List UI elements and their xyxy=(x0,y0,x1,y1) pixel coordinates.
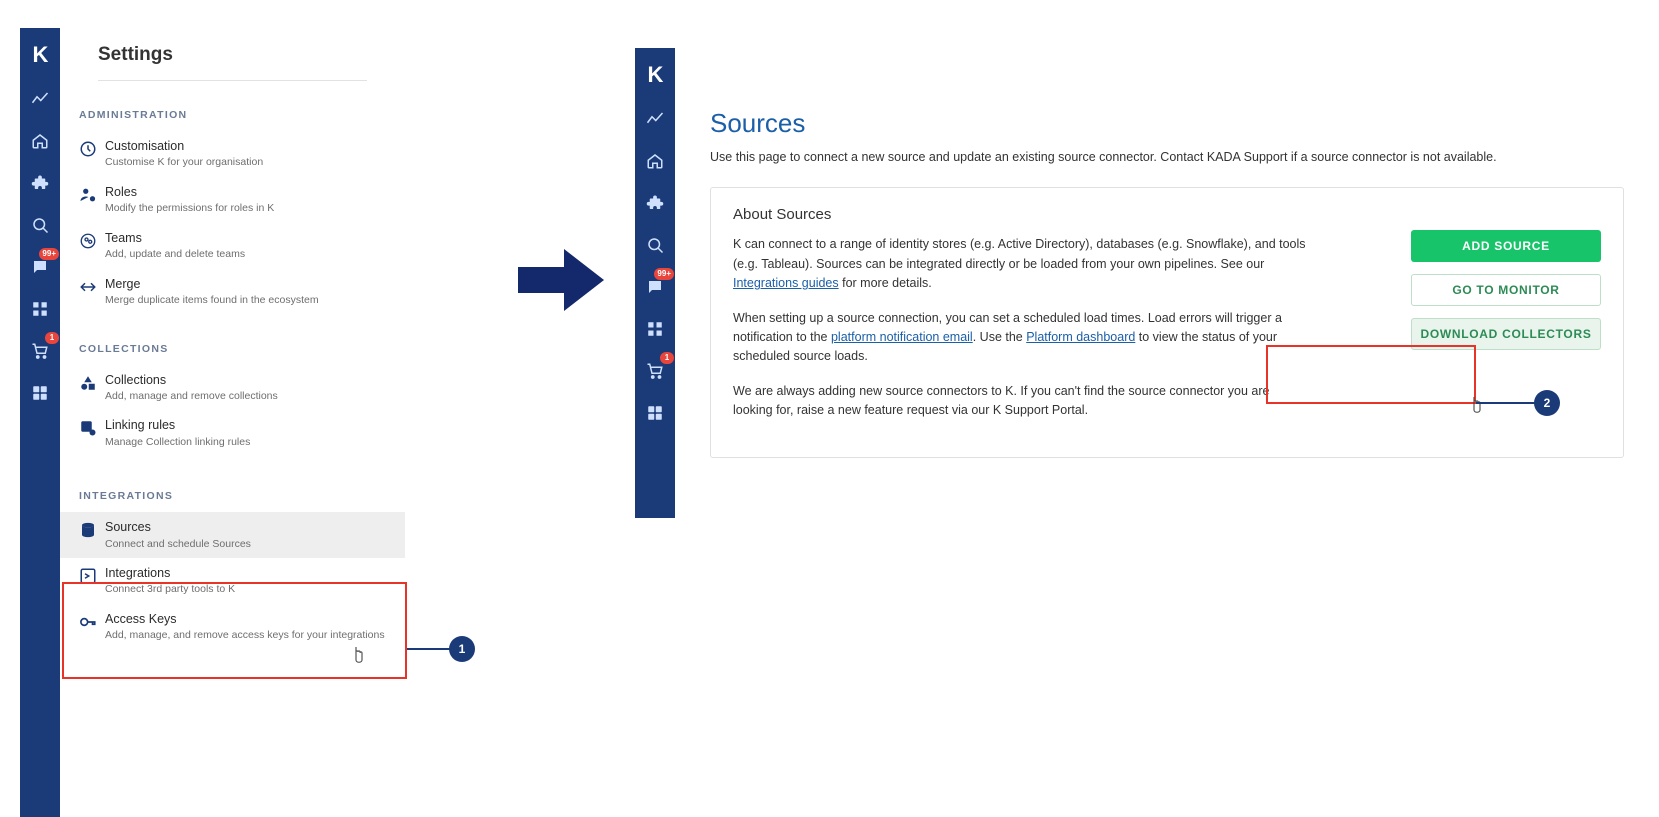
sidebar-item-sublabel: Manage Collection linking rules xyxy=(105,435,251,448)
sidebar-item-integrations[interactable] xyxy=(60,558,405,604)
settings-panel xyxy=(60,28,405,817)
sidebar-item-sublabel: Add, manage and remove collections xyxy=(105,389,278,402)
chat-icon[interactable] xyxy=(640,269,671,302)
section-header-collections: COLLECTIONS xyxy=(79,342,169,355)
sidebar-item-linking-rules[interactable] xyxy=(60,410,405,456)
sitemap-icon[interactable] xyxy=(25,294,55,324)
about-paragraph-2 xyxy=(733,309,1308,367)
home-icon[interactable] xyxy=(640,146,670,176)
callout-2: 2 xyxy=(1534,390,1560,416)
integration-icon xyxy=(79,565,105,585)
kada-logo[interactable]: K xyxy=(32,42,48,67)
sidebar-item-label: Roles xyxy=(105,184,137,199)
callout-2-leader xyxy=(1476,402,1536,404)
shapes-icon xyxy=(79,372,105,392)
action-button-column xyxy=(1411,230,1601,350)
sidebar-item-label: Teams xyxy=(105,230,142,245)
cart-badge: 1 xyxy=(45,332,59,344)
sidebar-item-label: Sources xyxy=(105,520,151,535)
sidebar-item-roles[interactable] xyxy=(60,177,405,223)
sidebar-item-sublabel: Add, update and delete teams xyxy=(105,248,246,261)
sidebar-item-teams[interactable] xyxy=(60,223,405,269)
search-icon[interactable] xyxy=(25,210,55,240)
callout-1: 1 xyxy=(449,636,475,662)
mouse-cursor-right xyxy=(1470,395,1486,420)
section-header-integrations: INTEGRATIONS xyxy=(79,490,174,503)
home-icon[interactable] xyxy=(25,126,55,156)
sidebar-item-label: Collections xyxy=(105,372,167,387)
about-sources-body xyxy=(733,235,1308,420)
cart-badge: 1 xyxy=(660,352,674,364)
sidebar-item-sublabel: Add, manage, and remove access keys for your integrations xyxy=(105,629,385,642)
puzzle-icon[interactable] xyxy=(640,188,670,218)
sidebar-item-label: Merge xyxy=(105,276,141,291)
section-header-administration: ADMINISTRATION xyxy=(79,109,188,121)
sidebar-item-sources[interactable] xyxy=(60,512,405,558)
people-icon xyxy=(79,230,105,250)
search-icon[interactable] xyxy=(640,230,670,260)
chat-badge: 99+ xyxy=(654,268,674,280)
sidebar-item-sublabel: Modify the permissions for roles in K xyxy=(105,202,275,215)
flow-arrow-icon xyxy=(518,245,606,320)
merge-icon xyxy=(79,276,105,296)
about-sources-title: About Sources xyxy=(733,206,832,224)
sources-panel xyxy=(675,48,1659,518)
go-to-monitor-button[interactable]: GO TO MONITOR xyxy=(1411,274,1601,306)
about-p1-text-a: K can connect to a range of identity stores (e.g. Active Directory), databases (e.g. Snowflake), and tools (e.g. Tableau). Sources can be integrated directly or be loaded from your own pipelines. See our xyxy=(733,237,1306,271)
trend-icon[interactable] xyxy=(25,84,55,114)
sidebar-item-sublabel: Connect and schedule Sources xyxy=(105,537,251,550)
database-icon xyxy=(79,519,105,539)
about-paragraph-3: We are always adding new source connectors to K. If you can't find the source connector you are looking for, raise a new feature request via our K Support Portal. xyxy=(733,383,1270,417)
kada-logo[interactable]: K xyxy=(647,62,663,87)
sitemap-icon[interactable] xyxy=(640,314,670,344)
link-rules-icon xyxy=(79,417,105,437)
about-p2-text-a: When setting up a source connection, you can set a scheduled load times. Load errors will trigger a notification to the xyxy=(733,310,1282,344)
platform-notification-email-link[interactable]: platform notification email xyxy=(830,329,973,344)
callout-1-leader xyxy=(407,648,450,650)
mouse-cursor-left xyxy=(352,645,368,670)
chat-badge: 99+ xyxy=(39,248,59,260)
about-paragraph-1 xyxy=(733,235,1308,293)
page-title: Settings xyxy=(98,28,367,81)
about-p2-text-b: . Use the xyxy=(972,329,1027,344)
sidebar-item-label: Integrations xyxy=(105,566,171,581)
sidebar-item-merge[interactable] xyxy=(60,269,405,315)
apps-icon[interactable] xyxy=(25,378,55,408)
trend-icon[interactable] xyxy=(640,104,670,134)
sidebar-item-sublabel: Merge duplicate items found in the ecosystem xyxy=(105,293,319,306)
wrench-icon xyxy=(79,138,105,158)
right-nav-rail xyxy=(635,48,675,518)
sidebar-item-collections[interactable] xyxy=(60,365,405,411)
sidebar-item-label: Linking rules xyxy=(105,418,176,433)
download-collectors-button[interactable]: DOWNLOAD COLLECTORS xyxy=(1411,318,1601,350)
sidebar-item-label: Access Keys xyxy=(105,612,177,627)
cart-icon[interactable] xyxy=(640,353,670,386)
sidebar-item-sublabel: Customise K for your organisation xyxy=(105,156,264,169)
person-gear-icon xyxy=(79,184,105,204)
sidebar-item-access-keys[interactable] xyxy=(60,604,405,650)
apps-icon[interactable] xyxy=(640,398,670,428)
sidebar-item-customisation[interactable] xyxy=(60,131,405,177)
left-nav-rail xyxy=(20,28,60,817)
page-description: Use this page to connect a new source and update an existing source connector. Contact KADA Support if a source connector is not available. xyxy=(710,150,1497,164)
page-title: Sources xyxy=(710,108,806,138)
sidebar-item-sublabel: Connect 3rd party tools to K xyxy=(105,583,236,596)
cart-icon[interactable] xyxy=(25,333,55,366)
sidebar-item-label: Customisation xyxy=(105,139,185,153)
about-p2-text-c: to view the status of your scheduled source loads. xyxy=(733,329,1278,364)
add-source-button[interactable]: ADD SOURCE xyxy=(1411,230,1601,262)
key-icon xyxy=(79,611,105,631)
puzzle-icon[interactable] xyxy=(25,168,55,198)
about-p1-text-b: for more details. xyxy=(838,276,932,291)
integrations-guides-link[interactable]: Integrations guides xyxy=(733,276,839,291)
about-sources-card xyxy=(710,187,1624,458)
platform-dashboard-link[interactable]: Platform dashboard xyxy=(1026,329,1136,344)
chat-icon[interactable] xyxy=(25,249,56,282)
